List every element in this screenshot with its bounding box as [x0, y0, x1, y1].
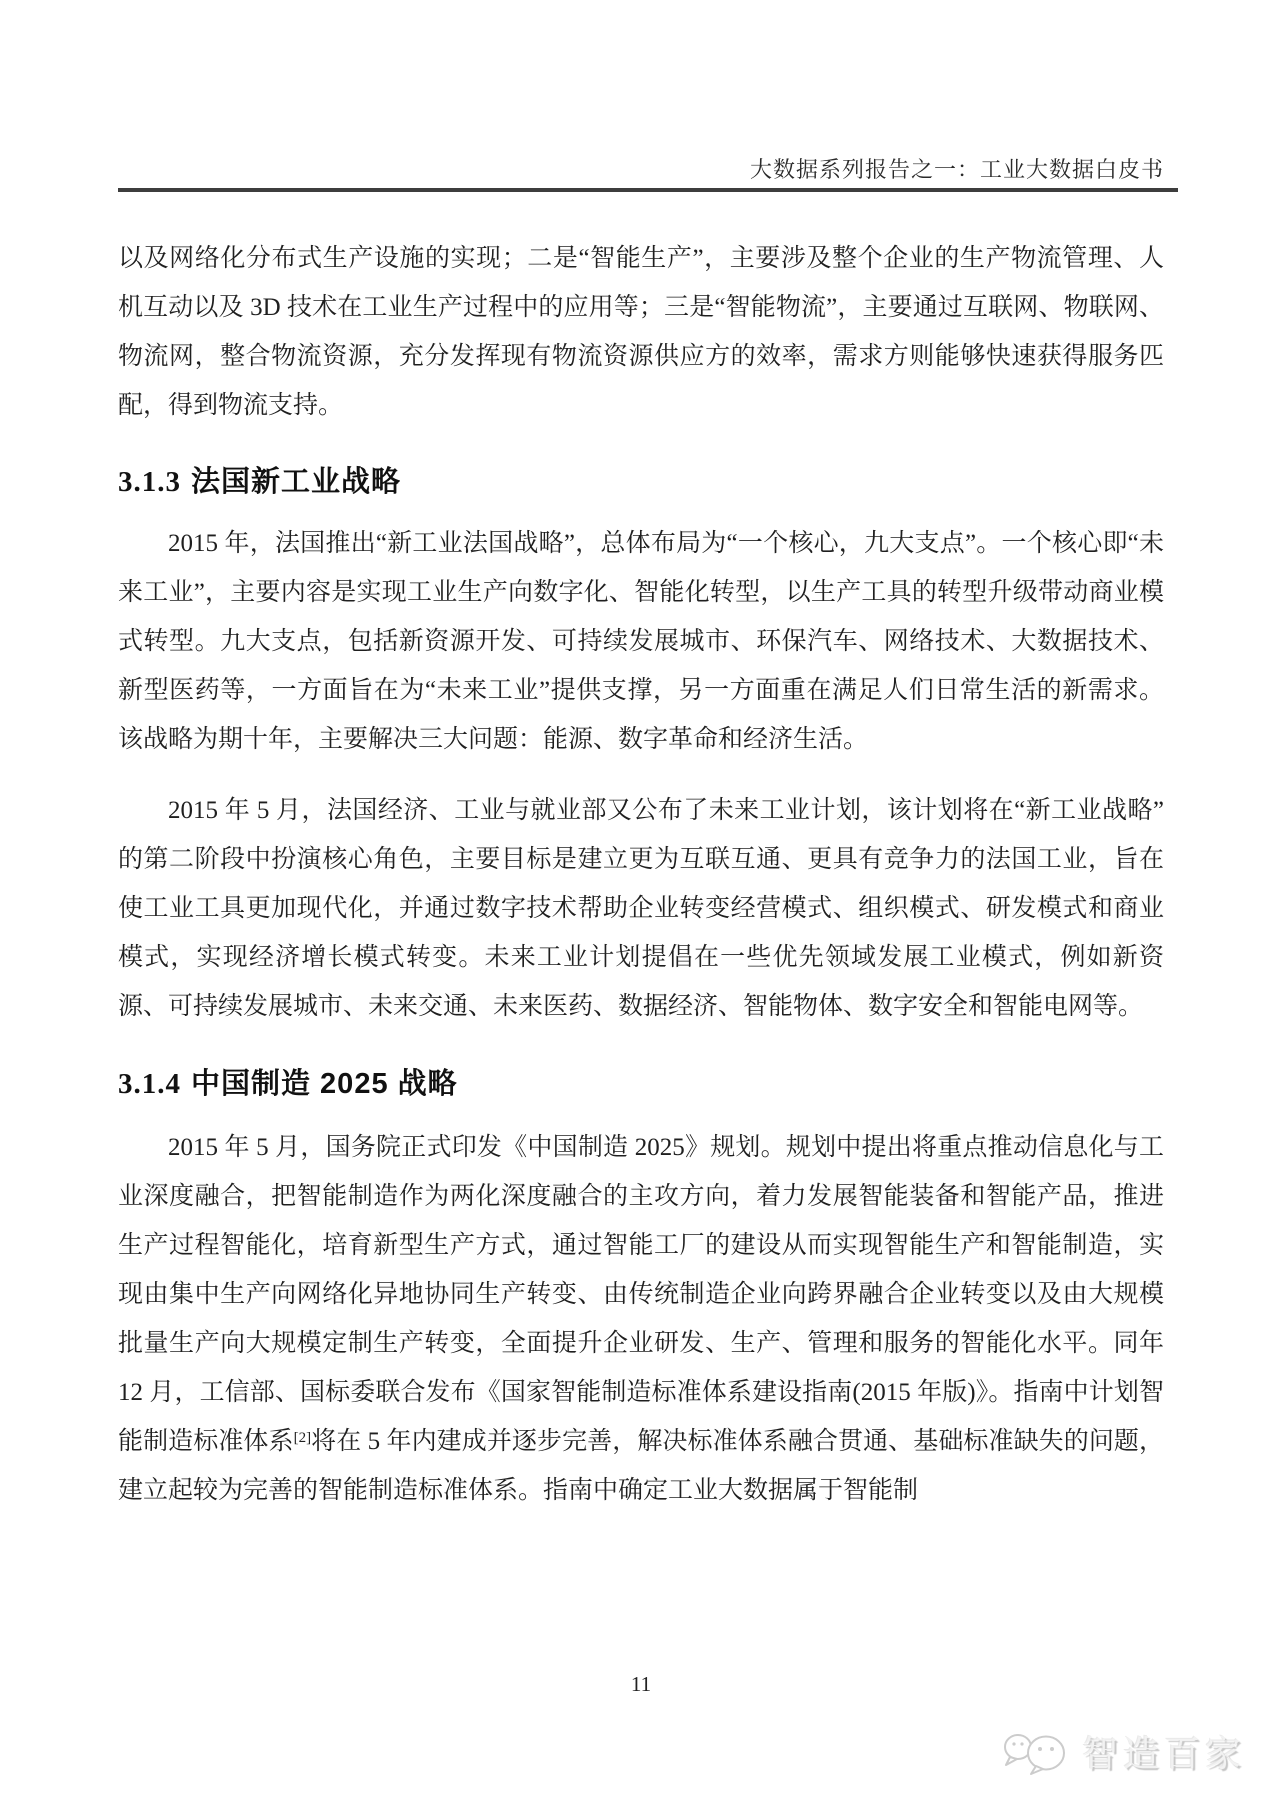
paragraph-china-2025-text: 2015 年 5 月，国务院正式印发《中国制造 2025》规划。规划中提出将重点推动信息化与工业深度融合，把智能制造作为两化深度融合的主攻方向，着力发展智能装备和智能产品，推进生产过程智能化，培育新型生产方式，通过智能工厂的建设从而实现智能生产和智能制造，实现由集中生产向网络化异地协同生产转变、由传统制造企业向跨界融合企业转变以及由大规模批量生产向大规模定制生产转变，全面提升企业研发、生产、管理和服务的智能化水平。同年 12 月，工信部、国标委联合发布《国家智能制造标准体系建设指南(2015 年版)》。指南中计划智能制造标准体系: [118, 1134, 1164, 1455]
header-running-title: 大数据系列报告之一：工业大数据白皮书: [749, 157, 1164, 182]
document-content: [118, 0, 1164, 1515]
section-title: 中国制造 2025 战略: [191, 1068, 458, 1100]
watermark-text: 智造百家: [1081, 1733, 1246, 1774]
paragraph-intro-continuation: 以及网络化分布式生产设施的实现；二是“智能生产”，主要涉及整个企业的生产物流管理、人机互动以及 3D 技术在工业生产过程中的应用等；三是“智能物流”，主要通过互联网、物联网、物流网，整合物流资源，充分发挥现有物流资源供应方的效率，需求方则能够快速获得服务匹配，得到物流支持。: [118, 245, 1164, 419]
section-number: 3.1.3: [118, 466, 181, 498]
page-header: [118, 0, 1164, 192]
section-number: 3.1.4: [118, 1068, 181, 1100]
header-rule: [118, 188, 1178, 192]
wechat-bubbles-icon: [1002, 1732, 1070, 1776]
paragraph-china-2025-text-after: 将在 5 年内建成并逐步完善，解决标准体系融合贯通、基础标准缺失的问题，建立起较为完善的智能制造标准体系。指南中确定工业大数据属于智能制: [118, 1428, 1164, 1504]
footnote-reference-2: [2]: [293, 1430, 312, 1446]
section-heading-3-1-3: [118, 464, 1164, 500]
watermark: [1002, 1732, 1246, 1776]
page-number: 11: [630, 1672, 652, 1696]
paragraph-france-strategy-2: 2015 年 5 月，法国经济、工业与就业部又公布了未来工业计划，该计划将在“新工业战略”的第二阶段中扮演核心角色，主要目标是建立更为互联互通、更具有竞争力的法国工业，旨在使工业工具更加现代化，并通过数字技术帮助企业转变经营模式、组织模式、研发模式和商业模式，实现经济增长模式转变。未来工业计划提倡在一些优先领域发展工业模式，例如新资源、可持续发展城市、未来交通、未来医药、数据经济、智能物体、数字安全和智能电网等。: [118, 797, 1164, 1020]
section-heading-3-1-4: [118, 1066, 1164, 1102]
paragraph-france-strategy-1: 2015 年，法国推出“新工业法国战略”，总体布局为“一个核心，九大支点”。一个核心即“未来工业”，主要内容是实现工业生产向数字化、智能化转型，以生产工具的转型升级带动商业模式转型。九大支点，包括新资源开发、可持续发展城市、环保汽车、网络技术、大数据技术、新型医药等，一方面旨在为“未来工业”提供支撑，另一方面重在满足人们日常生活的新需求。该战略为期十年，主要解决三大问题：能源、数字革命和经济生活。: [118, 530, 1164, 753]
paragraph-china-2025: [118, 1123, 1164, 1515]
section-title: 法国新工业战略: [191, 466, 402, 498]
